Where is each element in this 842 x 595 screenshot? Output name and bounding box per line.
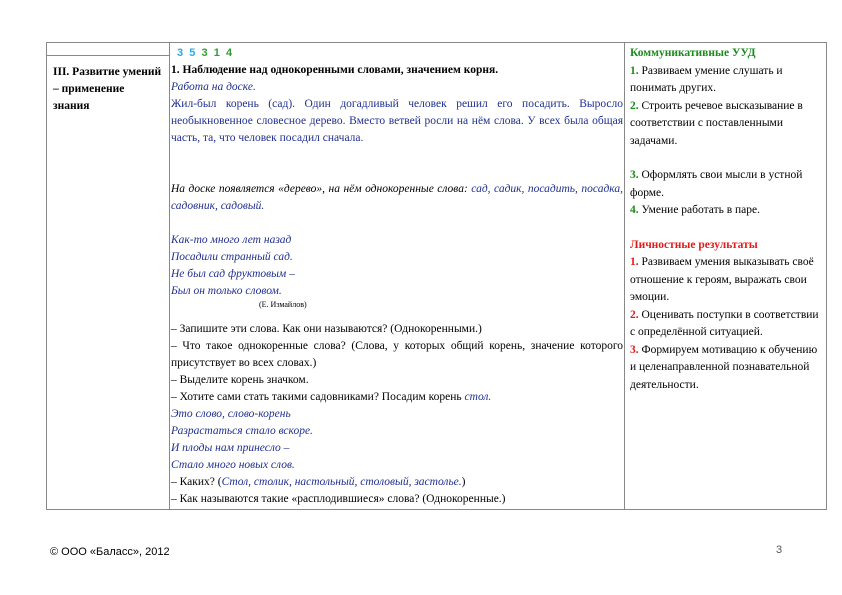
row-divider (47, 55, 170, 56)
poem-line: Как-то много лет назад (171, 234, 292, 246)
item-number: 2. (630, 99, 639, 112)
results-cell (630, 45, 822, 394)
dialog-text: – Хотите сами стать такими садовниками? Посадим корень (171, 391, 465, 403)
item-text: Строить речевое высказывание в соответствии с поставленными задачами. (630, 99, 803, 147)
item-number: 3. (630, 343, 639, 356)
lesson-table (46, 42, 827, 510)
dialog-line: – Запишите эти слова. Как они называются? (Однокоренными.) (171, 323, 482, 335)
pers-item (630, 254, 822, 307)
poem-line: И плоды нам принесло – (171, 442, 290, 454)
content-cell (171, 45, 623, 508)
poem-line: Был он только словом. (171, 285, 282, 297)
dialog-line: – Выделите корень значком. (171, 374, 309, 386)
pers-item (630, 342, 822, 395)
which-words: Стол, столик, настольный, столовый, застолье. (221, 476, 462, 488)
story-text: Жил-был корень (сад). Один догадливый человек решил его посадить. Выросло необыкновенное словесное дерево. Вместо ветвей росли на нём слова. У всех была общая часть, та, что человек посадил сначала. (171, 98, 623, 144)
poem (171, 232, 623, 300)
board-paragraph (171, 181, 623, 215)
item-number: 1. (630, 64, 639, 77)
pers-item (630, 307, 822, 342)
board-words: сад, садик, посадить, посадка, садовник, садовый. (171, 183, 623, 212)
stage-title: III. Развитие умений – применение знания (53, 66, 162, 112)
item-text: Формируем мотивацию к обучению и целенаправленной познавательной деятельности. (630, 343, 818, 391)
stage-cell (53, 64, 163, 115)
column-divider-1 (169, 43, 170, 509)
item-number: 2. (630, 308, 639, 321)
poem-2 (171, 406, 623, 474)
task-number: 3 (201, 47, 208, 59)
poem-author: (Е. Измайлов) (259, 300, 307, 309)
task-number: 5 (189, 47, 196, 59)
root-word: стол. (464, 391, 492, 403)
which-prefix: – Каких? ( (171, 476, 222, 488)
poem-line: Не был сад фруктовым – (171, 268, 295, 280)
poem-line: Это слово, слово-корень (171, 408, 291, 420)
which-line (171, 474, 623, 491)
comm-item (630, 167, 822, 202)
page-number: 3 (776, 544, 783, 556)
poem-line: Разрастаться стало вскоре. (171, 425, 313, 437)
comm-item (630, 98, 822, 151)
task-number: 4 (226, 47, 233, 59)
item-number: 1. (630, 256, 639, 268)
dialog-line: – Что такое однокоренные слова? (Слова, у которых общий корень, значение которого присутствует во всех словах.) (171, 340, 623, 369)
task-number: 3 (177, 47, 184, 59)
task-number: 1 (213, 47, 220, 59)
board-intro: На доске появляется «дерево», на нём однокоренные слова: (171, 183, 472, 195)
item-number: 4. (630, 204, 639, 216)
which-suffix: ) (461, 476, 466, 488)
pers-header: Личностные результаты (630, 238, 758, 251)
last-question: – Как называются такие «расплодившиеся» слова? (Однокоренные.) (171, 493, 506, 505)
poem-line: Стало много новых слов. (171, 459, 295, 471)
item-text: Развиваем умения выказывать своё отношение к героям, выражать свои эмоции. (630, 256, 814, 303)
poem-line: Посадили странный сад. (171, 251, 293, 263)
task-numbers (171, 45, 623, 62)
comm-header: Коммуникативные УУД (630, 47, 756, 59)
item-text: Умение работать в паре. (638, 204, 761, 216)
dialog-line (171, 389, 623, 406)
item-text: Оформлять свои мысли в устной форме. (630, 169, 803, 199)
item-text: Оценивать поступки в соответствии с определённой ситуацией. (630, 308, 819, 338)
item-number: 3. (630, 169, 639, 181)
comm-item (630, 202, 822, 220)
board-label: Работа на доске. (171, 81, 256, 93)
column-divider-2 (624, 43, 625, 509)
footer-copyright: © ООО «Баласс», 2012 (50, 546, 170, 558)
comm-item (630, 63, 822, 98)
item-text: Развиваем умение слушать и понимать других. (630, 64, 783, 94)
section-title: 1. Наблюдение над однокоренными словами, значением корня. (171, 64, 499, 76)
